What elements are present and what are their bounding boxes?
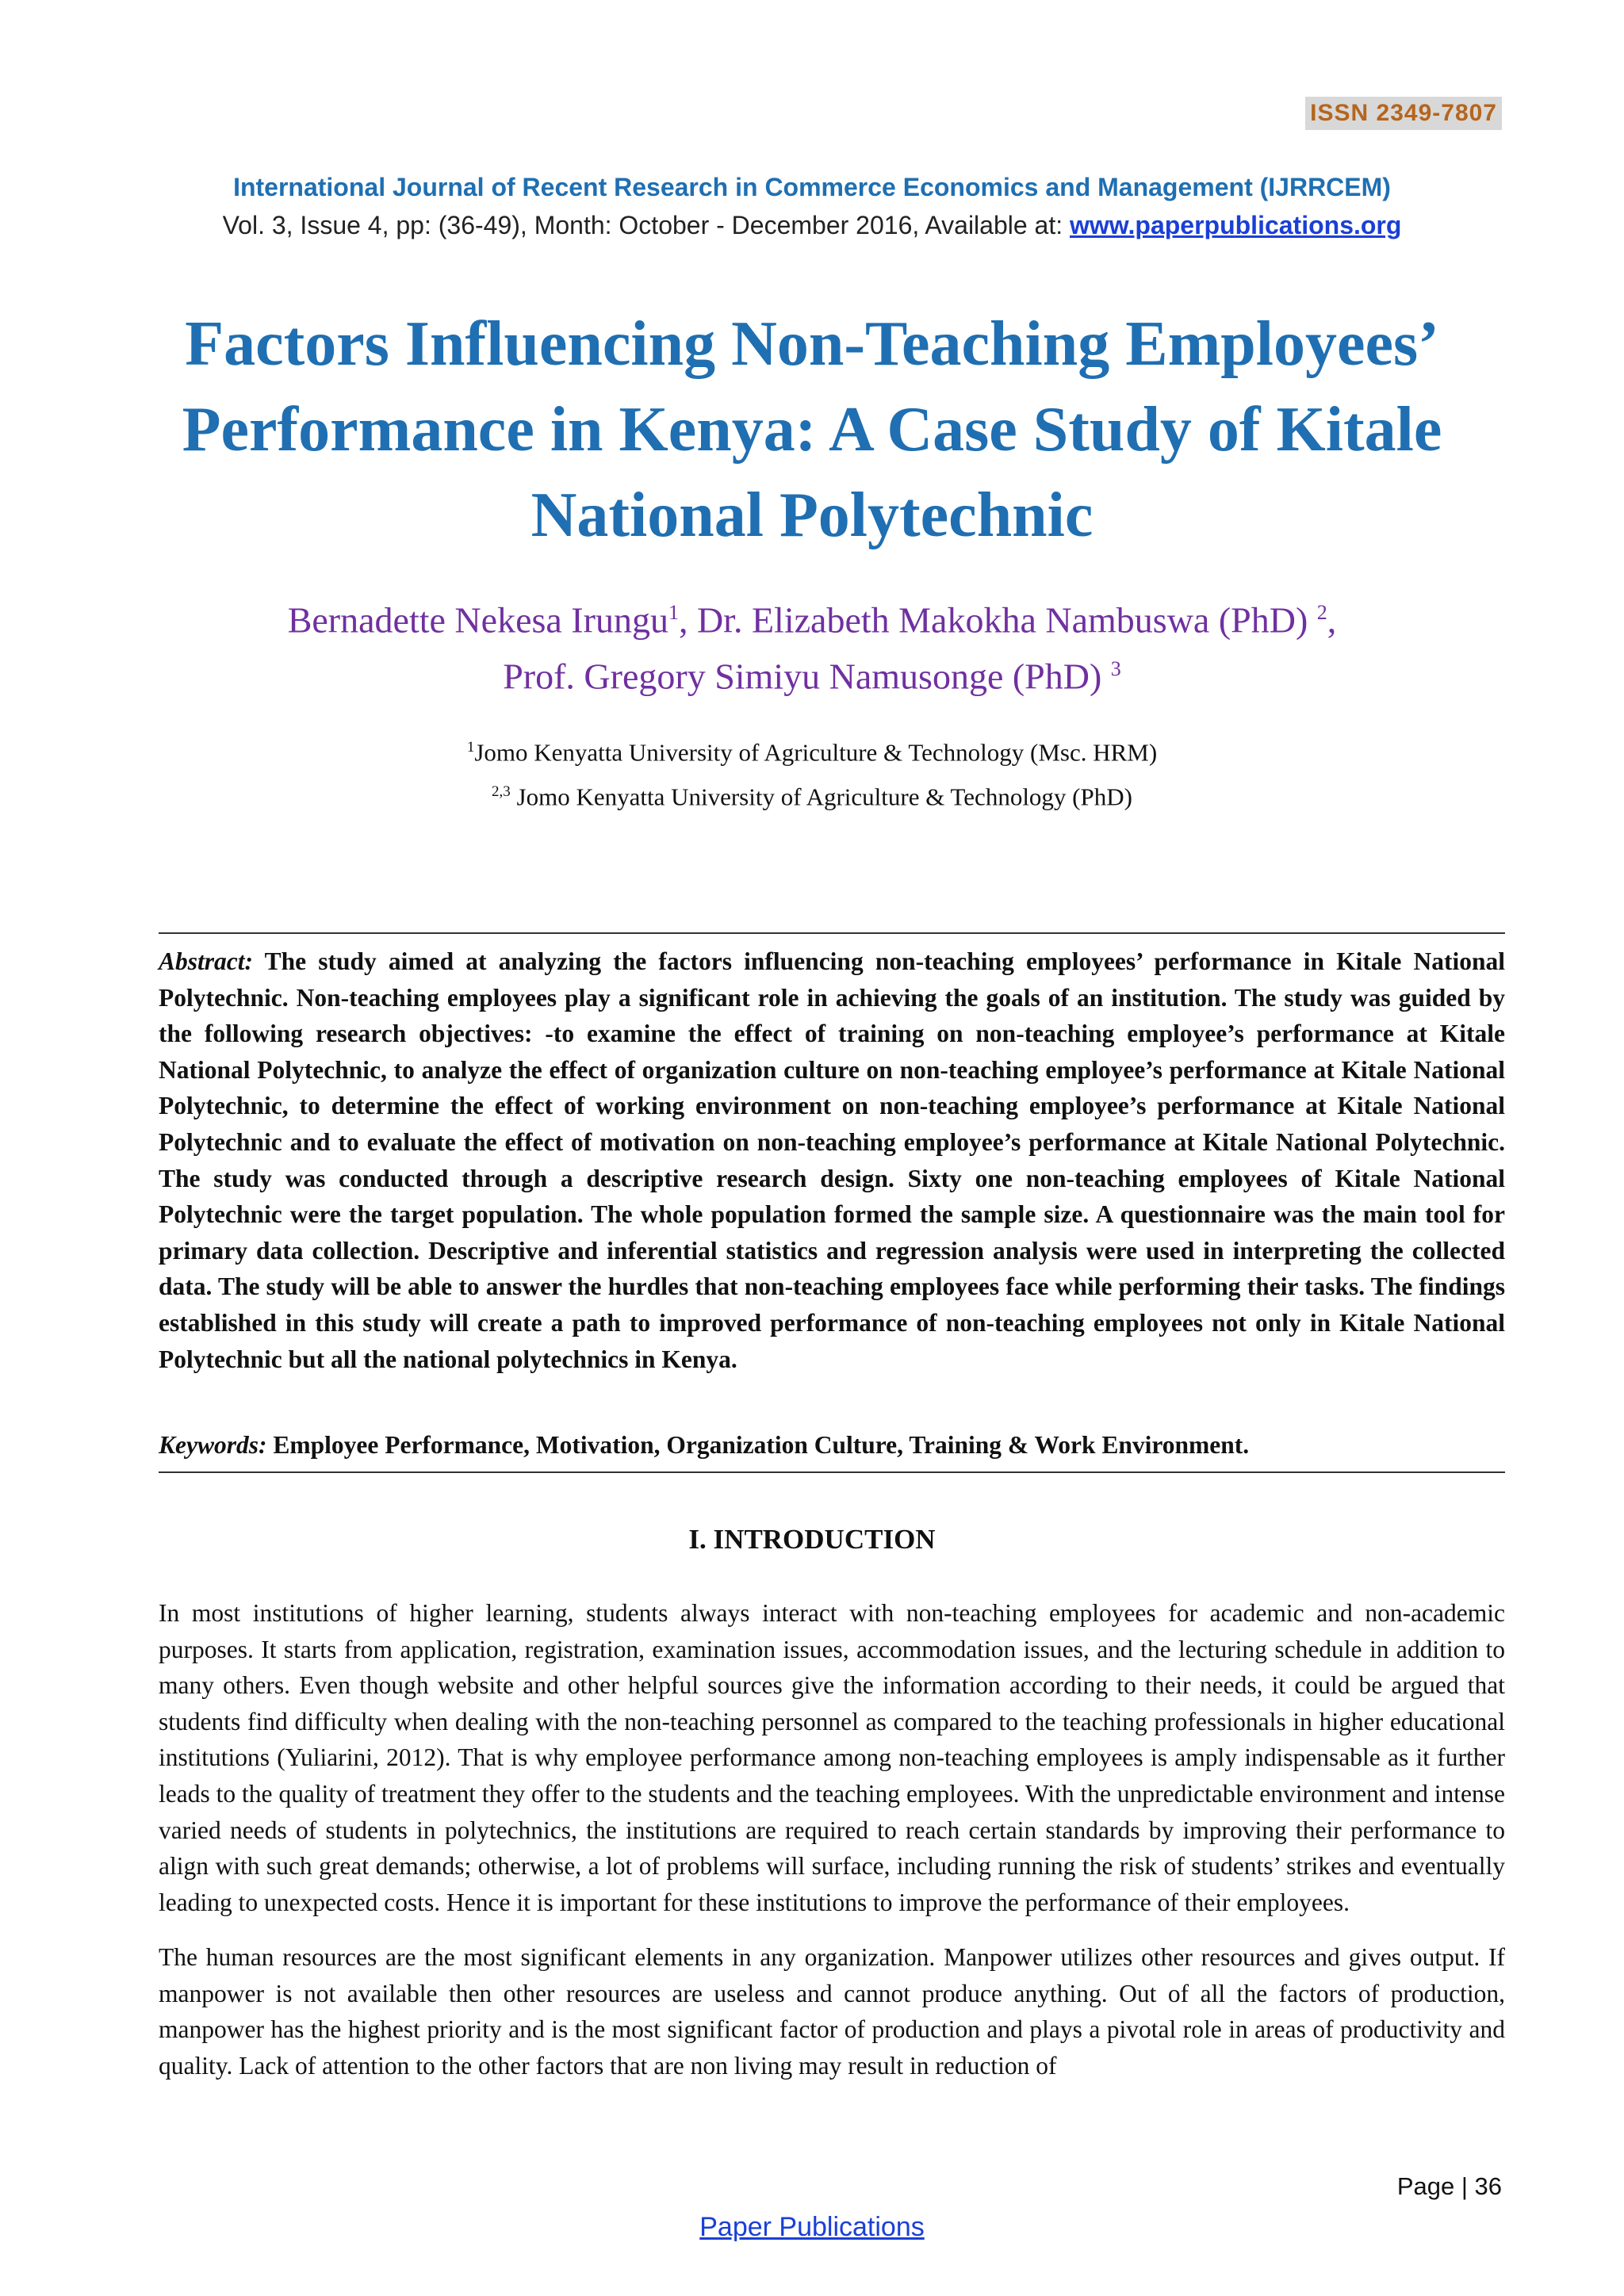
- author-1: Bernadette Nekesa Irungu: [287, 599, 668, 641]
- author-2-tail: ,: [1327, 599, 1337, 641]
- affiliation-1-sup: 1: [466, 739, 475, 756]
- affiliation-2-sup: 2,3: [492, 783, 511, 801]
- page-number: Page | 36: [1396, 2172, 1502, 2200]
- keywords: [159, 1427, 1505, 1463]
- author-2-sup: 2: [1316, 601, 1327, 624]
- author-3-sup: 3: [1110, 657, 1121, 681]
- affiliations: [119, 728, 1505, 817]
- section-heading-introduction: I. INTRODUCTION: [688, 1524, 936, 1555]
- volume-text: Vol. 3, Issue 4, pp: (36-49), Month: October - December 2016, Available at:: [222, 211, 1071, 239]
- issn-label: ISSN 2349-7807: [1305, 97, 1502, 130]
- paper-title: Factors Influencing Non-Teaching Employees’ Performance in Kenya: A Case Study of Kitale National Polytechnic: [182, 309, 1442, 550]
- intro-paragraph-2: The human resources are the most significant elements in any organization. Manpower utilizes other resources and gives output. If manpower is not available then other resources are useless and cannot produce anything. Out of all the factors of production, manpower has the highest priority and is the most significant factor of production and plays a pivotal role in areas of productivity and quality. Lack of attention to the other factors that are non living may result in reduction of: [159, 1943, 1505, 2080]
- keywords-label: Keywords:: [159, 1431, 267, 1459]
- abstract: [159, 943, 1505, 1377]
- abstract-top-rule: [159, 932, 1505, 934]
- journal-name: International Journal of Recent Research in Commerce Economics and Management (IJRRCEM): [233, 173, 1391, 201]
- abstract-bottom-rule: [159, 1471, 1505, 1473]
- author-2: , Dr. Elizabeth Makokha Nambuswa (PhD): [678, 599, 1317, 641]
- author-1-sup: 1: [668, 601, 679, 624]
- abstract-text: The study aimed at analyzing the factors influencing non-teaching employees’ performance in Kitale National Polytechnic. Non-teaching employees play a significant role in achieving the goals of an institution. The study was guided by the following research objectives: -to examine the effect of training on non-teaching employee’s performance at Kitale National Polytechnic, to analyze the effect of organization culture on non-teaching employee’s performance at Kitale National Polytechnic, to determine the effect of working environment on non-teaching employee’s performance at Kitale National Polytechnic and to evaluate the effect of motivation on non-teaching employee’s performance at Kitale National Polytechnic. The study was conducted through a descriptive research design. Sixty one non-teaching employees of Kitale National Polytechnic were the target population. The whole population formed the sample size. A questionnaire was the main tool for primary data collection. Descriptive and inferential statistics and regression analysis were used in interpreting the collected data. The study will be able to answer the hurdles that non-teaching employees face while performing their tasks. The findings established in this study will create a path to improved performance of non-teaching employees not only in Kitale National Polytechnic but all the national polytechnics in Kenya.: [159, 947, 1505, 1373]
- author-list: [119, 588, 1505, 702]
- abstract-label: Abstract:: [159, 947, 254, 975]
- intro-paragraph-1: In most institutions of higher learning, students always interact with non-teaching employees for academic and non-academic purposes. It starts from application, registration, examination issues, accommodation issues, and the lecturing schedule in addition to many others. Even though website and other helpful sources give the information according to their needs, it could be argued that students find difficulty when dealing with the non-teaching personnel as compared to the teaching professionals in higher educational institutions (Yuliarini, 2012). That is why employee performance among non-teaching employees is amply indispensable as it further leads to the quality of treatment they offer to the students and the teaching employees. With the unpredictable environment and intense varied needs of students in polytechnics, the institutions are required to reach certain standards by improving their performance to align with such great demands; otherwise, a lot of problems will surface, including running the risk of students’ strikes and eventually leading to unexpected costs. Hence it is important for these institutions to improve the performance of their employees.: [159, 1599, 1505, 1916]
- keywords-text: Employee Performance, Motivation, Organization Culture, Training & Work Environment.: [266, 1431, 1250, 1459]
- affiliation-1: Jomo Kenyatta University of Agriculture & Technology (Msc. HRM): [474, 738, 1158, 767]
- publisher-link[interactable]: Paper Publications: [699, 2212, 925, 2242]
- affiliation-2: Jomo Kenyatta University of Agriculture & Technology (PhD): [510, 783, 1132, 811]
- volume-info: [0, 211, 1624, 240]
- website-link[interactable]: www.paperpublications.org: [1070, 211, 1402, 239]
- author-3: Prof. Gregory Simiyu Namusonge (PhD): [503, 656, 1111, 697]
